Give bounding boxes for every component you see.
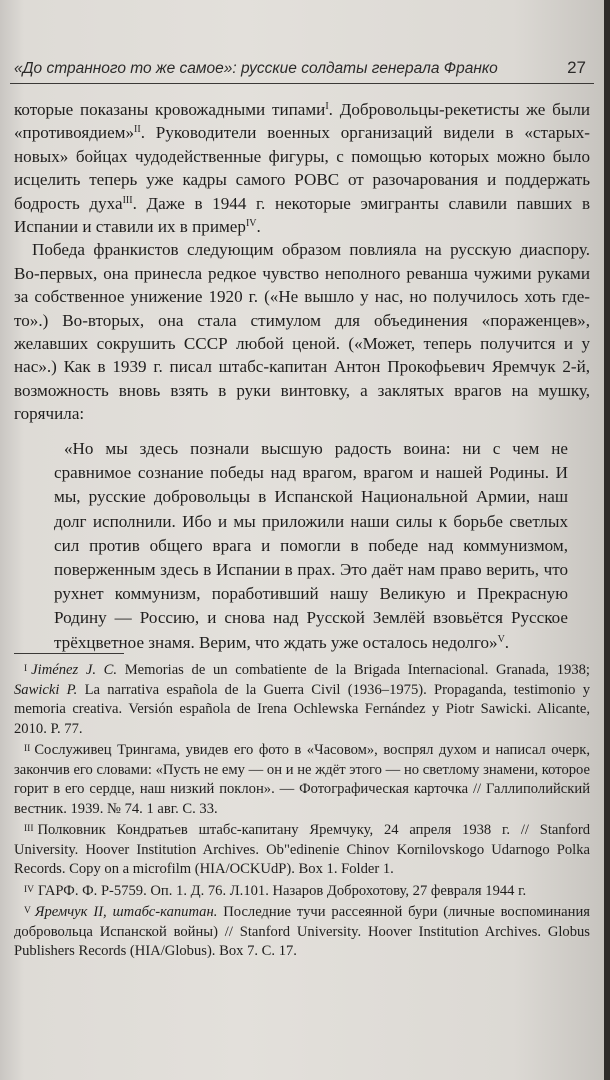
- header-rule: [10, 83, 594, 84]
- footnote-ref-5: V: [497, 633, 505, 645]
- footnote-3: [14, 820, 590, 880]
- footnote-ref-2: II: [134, 124, 141, 136]
- footnote-ref-4: IV: [245, 218, 257, 230]
- paragraph-2: Победа франкистов следующим образом повлияла на русскую диаспору. Во-первых, она принесла редкое чувство неполного реванша чужими руками за собственное унижение 1920 г. («Не вышло у нас, но получилось хоть где-то».) Во-вторых, она стала стимулом для объединения «пораженцев», желавших сокрушить СССР любой ценой. («Может, теперь получится и у нас».) Как в 1939 г. писал штабс-капитан Антон Прокофьевич Яремчук 2-й, возможность вновь взять в руки винтовку, а заклятых врагов на мушку, горячила:: [14, 240, 590, 424]
- footnote-text: Последние тучи рассеянной бури (личные воспоминания добровольца Испанской войны) // Stanford University. Hoover Institution Archives. Globus Publishers Records (HIA/Globus). Box 7. C. 17.: [14, 904, 590, 959]
- footnote-number: II: [24, 744, 31, 754]
- paragraph-1: [14, 98, 590, 238]
- footnote-ref-1: I: [325, 101, 329, 112]
- footnote-2: [14, 740, 590, 819]
- quote-end: .: [504, 632, 510, 652]
- body-text: [14, 98, 590, 426]
- p1-text-2: . Добровольцы-рекетисты же были «противоядием»: [14, 100, 590, 143]
- quote-paragraph: [54, 437, 568, 655]
- footnote-text: Сослуживец Трингама, увидев его фото в «Часовом», воспрял духом и написал очерк, закончив его словами: «Пусть не ему — он и не ждёт этого — но светлому знамени, которое горит в его сердце, наш низкий поклон». — Фотографическая карточка // Галлиполийский вестник. 1939. № 74. 1 авг. С. 33.: [14, 742, 590, 817]
- footnote-rule: [14, 653, 124, 654]
- p1-text-4: . Даже в 1944 г. некоторые эмигранты славили павших в Испании и ставили их в пример: [14, 193, 591, 237]
- p1-text-3: . Руководители военных организаций видели в «старых-новых» бойцах чудодейственные фигуры, с помощью которых можно было исцелить теперь уже кадры самого РОВС от разочарования и поддержать бодрость духа: [14, 123, 590, 213]
- footnote-number: V: [24, 906, 31, 916]
- p1-text-5: .: [256, 217, 261, 237]
- footnote-1: [14, 660, 590, 739]
- p1-text-1: которые показаны кровожадными типами: [14, 100, 326, 119]
- running-head: [14, 58, 590, 78]
- footnote-text: ГАРФ. Ф. Р-5759. Оп. 1. Д. 76. Л.101. Назаров Доброхотову, 27 февраля 1944 г.: [38, 882, 527, 899]
- running-head-title: «До странного то же самое»: русские солдаты генерала Франко: [14, 60, 498, 77]
- footnote-author: Sawicki P.: [14, 681, 78, 698]
- footnote-4: [14, 881, 590, 902]
- footnote-number: III: [24, 824, 34, 834]
- footnote-number: IV: [24, 884, 35, 895]
- footnote-text: Полковник Кондратьев штабс-капитану Яремчуку, 24 апреля 1938 г. // Stanford University. Hoover Institution Archives. Ob"edinenie Chinov Kornilovskogo Udarnogo Polka Records. Copy on a microfilm (HIA/OCKUdP). Box 1. Folder 1.: [14, 822, 590, 877]
- footnote-number: I: [24, 664, 28, 674]
- footnote-author: Яремчук II, штабс-капитан.: [34, 904, 218, 920]
- footnote-author: Jiménez J. C.: [31, 662, 118, 678]
- footnote-text: La narrativa española de la Guerra Civil (1936–1975). Propaganda, testimonio y memoria creativa. Versión española de Irena Ochlewska Fernández y Piotr Sawicki. Alicante, 2010. P. 77.: [14, 681, 590, 737]
- page-number: 27: [567, 58, 586, 77]
- footnotes: [14, 660, 590, 963]
- quote-text: «Но мы здесь познали высшую радость воина: ни с чем не сравнимое сознание победы над врагом, врагом и нашей Родины. И мы, русские добровольцы в Испанской Национальной Армии, наш долг исполнили. Ибо и мы приложили наши силы к борьбе светлых сил против общего врага и помогли в победе над коммунизмом, поверженным здесь в Испании в прах. Это даёт нам право верить, что рухнет коммунизм, поработивший нашу Великую и Прекрасную Родину — Россию, и снова над Русской Землёй взовьётся Русское трёхцветное знамя. Верим, что ждать уже осталось недолго»: [54, 439, 568, 652]
- footnote-text: Memorias de un combatiente de la Brigada Internacional. Granada, 1938;: [124, 662, 590, 678]
- footnote-5: [14, 902, 590, 962]
- footnote-ref-3: III: [122, 194, 133, 206]
- block-quote: [54, 437, 568, 655]
